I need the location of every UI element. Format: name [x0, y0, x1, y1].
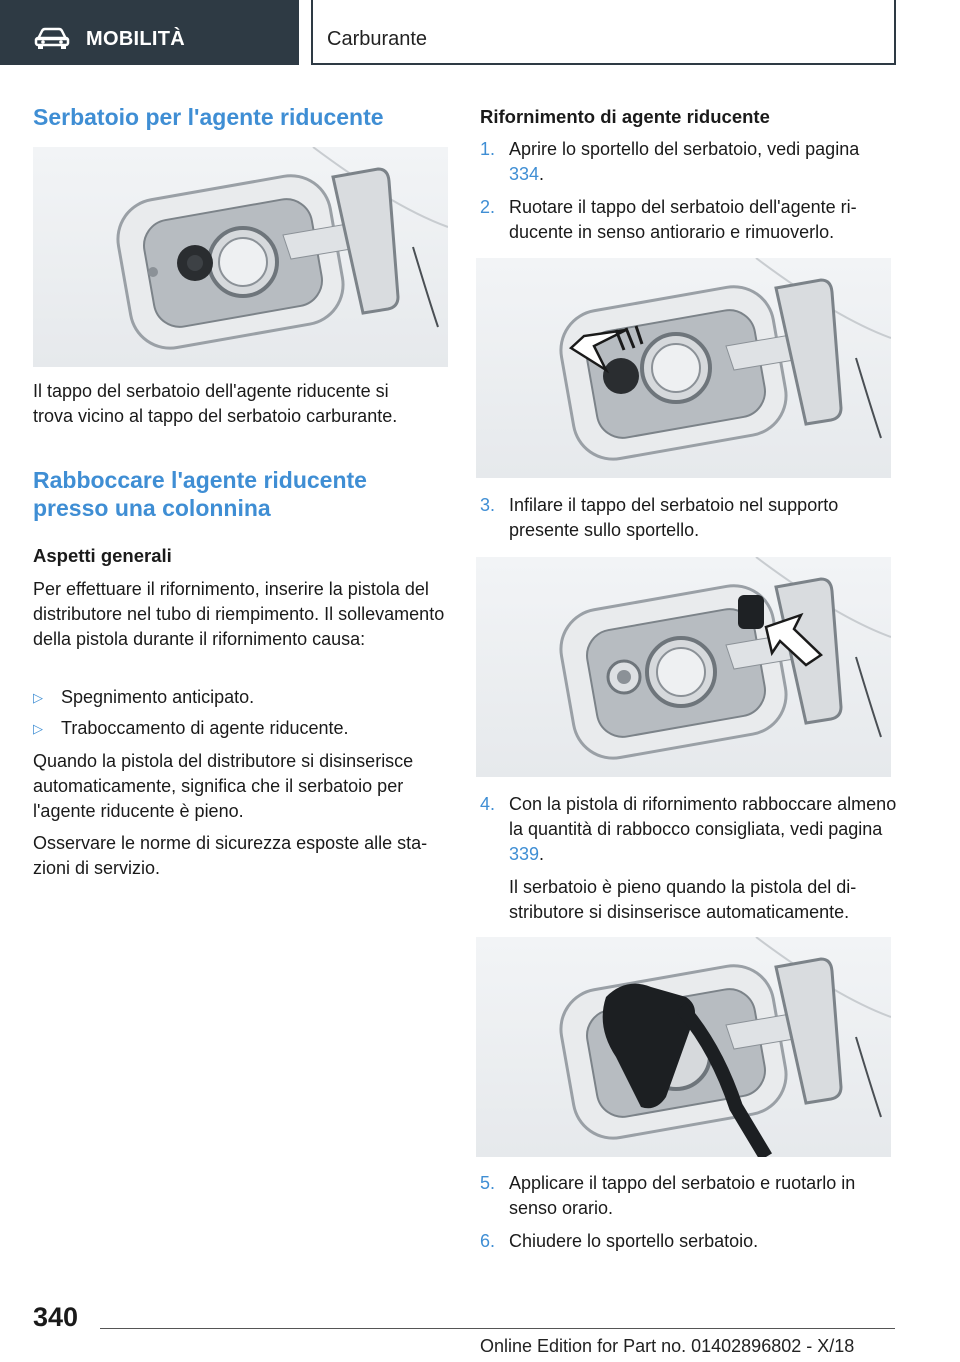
subheading-general: Aspetti generali [33, 545, 172, 566]
step-4-note: Il serbatoio è pieno quando la pistola del distributore si disinserisce automaticamente. [509, 877, 857, 922]
page-link-334[interactable]: 334 [509, 164, 540, 184]
cap-holder-illustration [476, 557, 891, 777]
remove-cap-illustration [476, 258, 891, 478]
edition-note: Online Edition for Part no. 01402896802 - X/18 [480, 1336, 855, 1356]
page-number: 340 [33, 1302, 79, 1332]
photo-remove-cap [476, 258, 891, 478]
chapter-tab [311, 0, 896, 65]
photo-tank-location [33, 147, 448, 367]
section-heading-line1: Rabboccare l'agente riducente [33, 467, 367, 493]
section-tab [0, 0, 299, 65]
page-heading: Serbatoio per l'agente riducente [33, 104, 384, 130]
chapter-title: Carburante [327, 28, 428, 50]
section-heading-line2: presso una colonnina [33, 495, 271, 521]
triangle-bullet-icon: ▷ [33, 690, 43, 705]
footer-divider [100, 1328, 895, 1329]
general-paragraph: Per effettuare il rifornimento, inserire la pistola del distributore nel tubo di riempimento. Il sollevamento della pistola durante il rifornimento causa: [33, 579, 445, 649]
refill-nozzle-illustration [476, 937, 891, 1157]
subheading-refill: Rifornimento di agente riducente [480, 106, 770, 127]
car-icon [34, 27, 70, 49]
full-tank-paragraph: Quando la pistola del distributore si disinserisce automaticamente, significa che il serbatoio per l'agente riducente è pieno. [33, 751, 414, 821]
photo-refill-nozzle [476, 937, 891, 1157]
fuel-door-illustration [33, 147, 448, 367]
photo-cap-holder [476, 557, 891, 777]
photo-caption: Il tappo del serbatoio dell'agente riducente si trova vicino al tappo del serbatoio carburante. [33, 381, 398, 426]
safety-paragraph: Osservare le norme di sicurezza esposte alle stazioni di servizio. [33, 833, 428, 878]
section-title: MOBILITÀ [86, 28, 186, 50]
triangle-bullet-icon: ▷ [33, 721, 43, 736]
page-link-339[interactable]: 339 [509, 844, 540, 864]
